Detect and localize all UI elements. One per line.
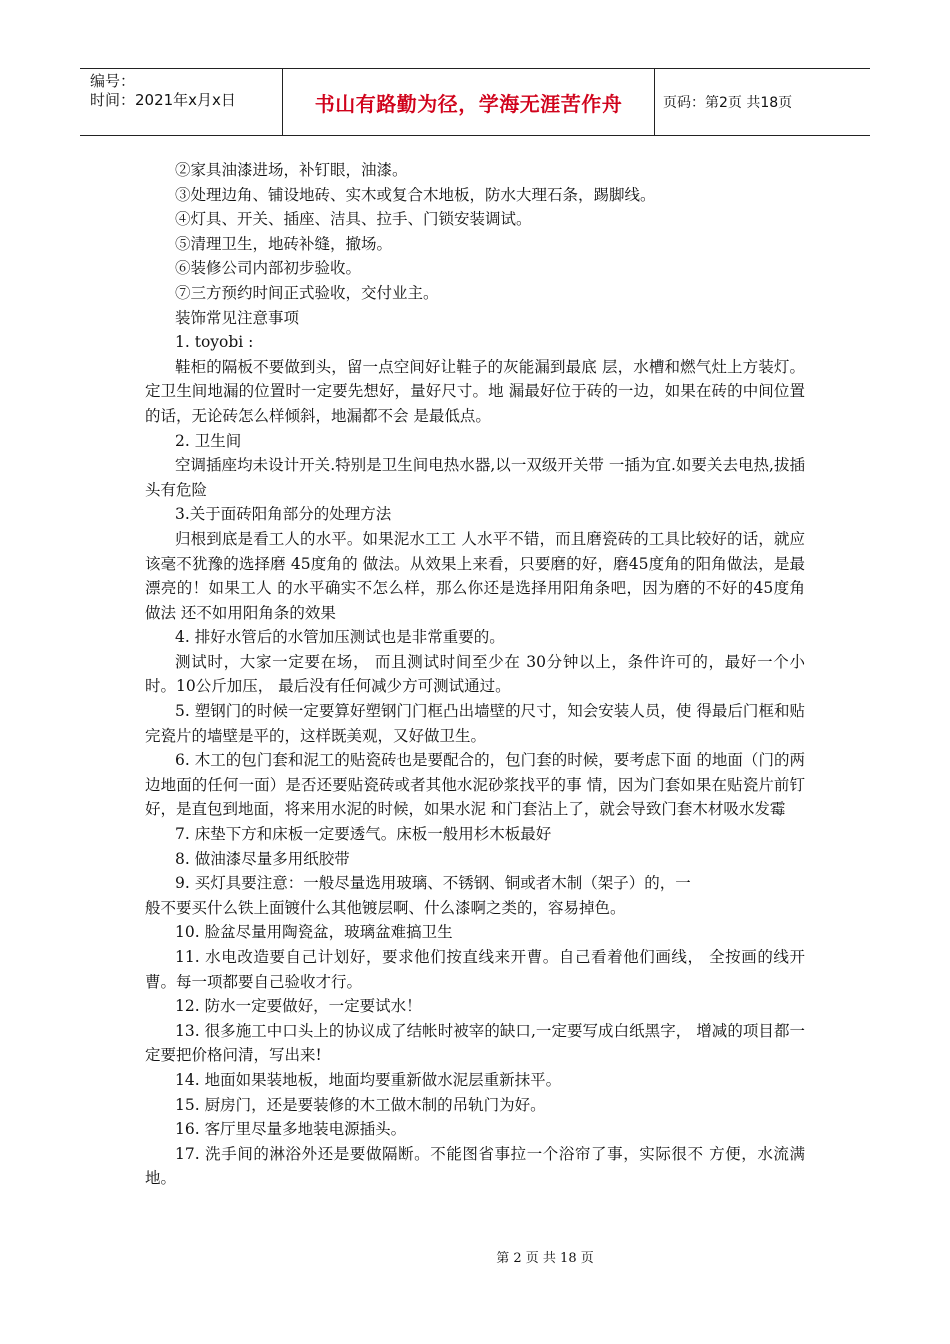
paragraph: 11. 水电改造要自己计划好，要求他们按直线来开曹。自己看着他们画线， 全按画的线开曹。每一项都要自己验收才行。 (145, 948, 805, 991)
motto-text: 书山有路勤为径，学海无涯苦作舟 (314, 91, 623, 116)
paragraph: 15. 厨房门，还是要装修的木工做木制的吊轨门为好。 (175, 1095, 546, 1114)
paragraph: 空调插座均未设计开关.特别是卫生间电热水器,以一双级开关带 一插为宜.如要关去电热,拔插头有危险 (145, 456, 805, 499)
item-heading: 2. 卫生间 (175, 431, 242, 450)
paragraph: 17. 洗手间的淋浴外还是要做隔断。不能图省事拉一个浴帘了事，实际很不 方便，水流满地。 (145, 1144, 805, 1188)
paragraph: ⑤清理卫生，地砖补缝，撤场。 (175, 234, 393, 253)
paragraph: 测试时，大家一定要在场， 而且测试时间至少在 30分钟以上，条件许可的，最好一个小时。10公斤加压， 最后没有任何减少方可测试通过。 (145, 652, 805, 696)
paragraph: 5. 塑钢门的时候一定要算好塑钢门门框凸出墙壁的尺寸，知会安装人员，使 得最后门框和贴完瓷片的墙壁是平的，这样既美观，又好做卫生。 (145, 702, 805, 745)
paragraph: ⑦三方预约时间正式验收，交付业主。 (175, 283, 439, 302)
header-page-cell (655, 69, 870, 135)
number-label: 编号： (90, 72, 136, 90)
paragraph: 7. 床垫下方和床板一定要透气。床板一般用杉木板最好 (175, 825, 552, 844)
paragraph: 归根到底是看工人的水平。如果泥水工工 人水平不错，而且磨瓷砖的工具比较好的话，就应该毫不犹豫的选择磨 45度角的 做法。从效果上来看，只要磨的好，磨45度角的阳角做法，是最漂亮的！如果工人 的水平确实不怎么样，那么你还是选择用阳角条吧，因为磨的不好的45度角做法 还不如用阳角条的效果 (145, 529, 805, 622)
paragraph: 鞋柜的隔板不要做到头，留一点空间好让鞋子的灰能漏到最底 层，水槽和燃气灶上方装灯。定卫生间地漏的位置时一定要先想好，量好尺寸。地 漏最好位于砖的一边，如果在砖的中间位置的话，无论砖怎么样倾斜，地漏都不会 是最低点。 (145, 357, 805, 425)
header-table (80, 68, 870, 136)
page-footer (0, 1247, 950, 1266)
paragraph: 6. 木工的包门套和泥工的贴瓷砖也是要配合的，包门套的时候，要考虑下面 的地面（门的两边地面的任何一面）是否还要贴瓷砖或者其他水泥砂浆找平的事 情，因为门套如果在贴瓷片前钉好，是直包到地面，将来用水泥的时候，如果水泥 和门套沾上了，就会导致门套木材吸水发霉 (145, 751, 805, 819)
paragraph: 9. 买灯具要注意：一般尽量选用玻璃、不锈钢、铜或者木制（架子）的，一 (175, 874, 691, 893)
paragraph: 8. 做油漆尽量多用纸胶带 (175, 849, 350, 868)
paragraph: ②家具油漆进场，补钉眼，油漆。 (175, 161, 408, 179)
paragraph: 般不要买什么铁上面镀什么其他镀层啊、什么漆啊之类的，容易掉色。 (145, 898, 626, 917)
paragraph: 16. 客厅里尽量多地装电源插头。 (175, 1120, 407, 1139)
paragraph: 14. 地面如果装地板，地面均要重新做水泥层重新抹平。 (175, 1070, 562, 1089)
section-heading: 装饰常见注意事项 (175, 308, 300, 327)
item-heading: 1. toyobi : (175, 333, 254, 352)
paragraph: ③处理边角、铺设地砖、实木或复合木地板，防水大理石条，踢脚线。 (175, 185, 656, 204)
header-info-cell (80, 69, 283, 135)
header-motto-cell (283, 69, 655, 135)
footer-page-number: 第 2 页 共 18 页 (496, 1251, 594, 1266)
paragraph: ④灯具、开关、插座、洁具、拉手、门锁安装调试。 (175, 210, 532, 229)
paragraph: ⑥装修公司内部初步验收。 (175, 259, 362, 278)
time-label: 时间：2021年x月x日 (90, 91, 236, 109)
document-body (145, 158, 805, 1191)
paragraph: 12. 防水一定要做好，一定要试水！ (175, 997, 422, 1016)
item-heading: 4. 排好水管后的水管加压测试也是非常重要的。 (175, 628, 505, 647)
paragraph: 10. 脸盆尽量用陶瓷盆，玻璃盆难搞卫生 (175, 923, 453, 942)
item-heading: 3.关于面砖阳角部分的处理方法 (175, 505, 392, 524)
paragraph: 13. 很多施工中口头上的协议成了结帐时被宰的缺口,一定要写成白纸黑字， 增减的项目都一定要把价格问清，写出来! (145, 1021, 805, 1065)
page-label: 页码：第2页 共18页 (663, 95, 793, 111)
